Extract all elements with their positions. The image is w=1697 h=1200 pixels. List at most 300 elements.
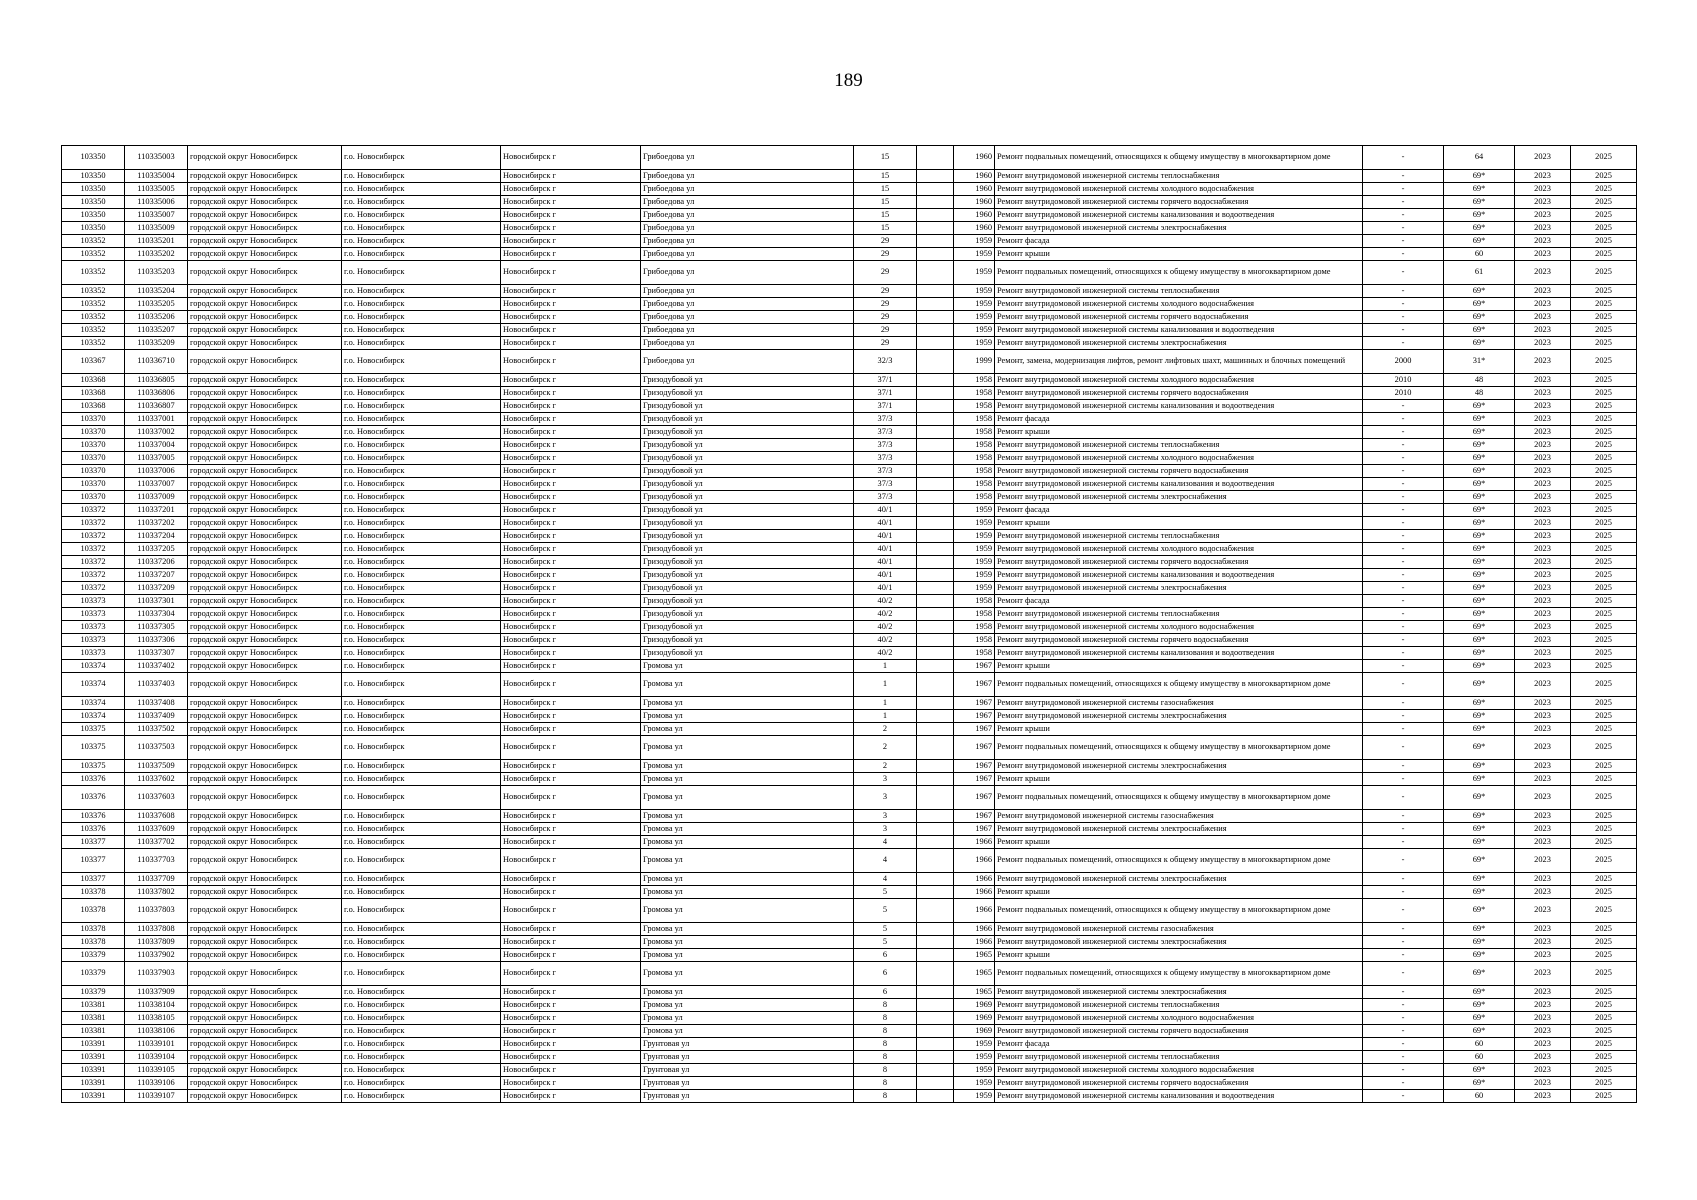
wear-percent-cell: 69* [1444,170,1515,183]
object-id-cell: 103379 [62,986,125,999]
municipality-cell: г.о. Новосибирск [342,517,501,530]
building-cell [917,849,954,873]
building-cell [917,222,954,235]
last-repair-year-cell: - [1363,170,1444,183]
table-row [62,196,1637,209]
district-cell: городской округ Новосибирск [188,999,342,1012]
object-id-cell: 103370 [62,452,125,465]
table-row [62,849,1637,873]
object-id-cell: 103391 [62,1051,125,1064]
last-repair-year-cell: - [1363,439,1444,452]
street-cell: Гризодубовой ул [641,543,854,556]
work-type-cell: Ремонт внутридомовой инженерной системы канализования и водоотведения [995,569,1363,582]
district-cell: городской округ Новосибирск [188,413,342,426]
work-type-cell: Ремонт крыши [995,723,1363,736]
last-repair-year-cell: - [1363,621,1444,634]
start-year-cell: 2023 [1515,569,1571,582]
municipality-cell: г.о. Новосибирск [342,923,501,936]
street-cell: Гризодубовой ул [641,491,854,504]
wear-percent-cell: 69* [1444,504,1515,517]
year-built-cell: 1959 [954,311,995,324]
street-cell: Громова ул [641,786,854,810]
work-type-cell: Ремонт внутридомовой инженерной системы холодного водоснабжения [995,621,1363,634]
year-built-cell: 1959 [954,1077,995,1090]
end-year-cell: 2025 [1571,595,1637,608]
street-cell: Громова ул [641,936,854,949]
work-type-cell: Ремонт внутридомовой инженерной системы теплоснабжения [995,170,1363,183]
object-id-cell: 103350 [62,209,125,222]
start-year-cell: 2023 [1515,999,1571,1012]
building-cell [917,491,954,504]
work-id-cell: 110337202 [125,517,188,530]
year-built-cell: 1959 [954,235,995,248]
work-id-cell: 110337702 [125,836,188,849]
table-row [62,569,1637,582]
street-cell: Громова ул [641,660,854,673]
municipality-cell: г.о. Новосибирск [342,491,501,504]
last-repair-year-cell: - [1363,660,1444,673]
end-year-cell: 2025 [1571,786,1637,810]
end-year-cell: 2025 [1571,608,1637,621]
start-year-cell: 2023 [1515,823,1571,836]
last-repair-year-cell: - [1363,530,1444,543]
wear-percent-cell: 69* [1444,1025,1515,1038]
start-year-cell: 2023 [1515,773,1571,786]
start-year-cell: 2023 [1515,582,1571,595]
wear-percent-cell: 69* [1444,786,1515,810]
table-row [62,823,1637,836]
wear-percent-cell: 69* [1444,849,1515,873]
building-cell [917,504,954,517]
object-id-cell: 103372 [62,530,125,543]
table-row [62,530,1637,543]
object-id-cell: 103377 [62,849,125,873]
work-type-cell: Ремонт внутридомовой инженерной системы горячего водоснабжения [995,465,1363,478]
house-number-cell: 40/1 [854,504,917,517]
work-id-cell: 110335201 [125,235,188,248]
work-type-cell: Ремонт внутридомовой инженерной системы канализования и водоотведения [995,647,1363,660]
table-row [62,760,1637,773]
street-cell: Грибоедова ул [641,261,854,285]
district-cell: городской округ Новосибирск [188,569,342,582]
locality-cell: Новосибирск г [501,634,641,647]
house-number-cell: 29 [854,285,917,298]
building-cell [917,1025,954,1038]
work-type-cell: Ремонт подвальных помещений, относящихся к общему имуществу в многоквартирном доме [995,962,1363,986]
house-number-cell: 15 [854,222,917,235]
building-cell [917,298,954,311]
start-year-cell: 2023 [1515,899,1571,923]
district-cell: городской округ Новосибирск [188,660,342,673]
district-cell: городской округ Новосибирск [188,209,342,222]
table-row [62,634,1637,647]
municipality-cell: г.о. Новосибирск [342,478,501,491]
year-built-cell: 1959 [954,530,995,543]
year-built-cell: 1958 [954,426,995,439]
object-id-cell: 103378 [62,936,125,949]
last-repair-year-cell: 2010 [1363,374,1444,387]
table-row [62,810,1637,823]
street-cell: Громова ул [641,899,854,923]
locality-cell: Новосибирск г [501,886,641,899]
last-repair-year-cell: - [1363,261,1444,285]
last-repair-year-cell: - [1363,1090,1444,1103]
house-number-cell: 29 [854,298,917,311]
district-cell: городской округ Новосибирск [188,873,342,886]
work-id-cell: 110337403 [125,673,188,697]
work-type-cell: Ремонт подвальных помещений, относящихся к общему имуществу в многоквартирном доме [995,899,1363,923]
district-cell: городской округ Новосибирск [188,452,342,465]
work-id-cell: 110335205 [125,298,188,311]
table-row [62,261,1637,285]
work-id-cell: 110338106 [125,1025,188,1038]
table-row [62,478,1637,491]
last-repair-year-cell: - [1363,209,1444,222]
district-cell: городской округ Новосибирск [188,517,342,530]
last-repair-year-cell: - [1363,543,1444,556]
end-year-cell: 2025 [1571,504,1637,517]
table-row [62,350,1637,374]
start-year-cell: 2023 [1515,222,1571,235]
table-row [62,517,1637,530]
start-year-cell: 2023 [1515,209,1571,222]
year-built-cell: 1959 [954,543,995,556]
table-row [62,311,1637,324]
district-cell: городской округ Новосибирск [188,504,342,517]
last-repair-year-cell: - [1363,183,1444,196]
wear-percent-cell: 69* [1444,710,1515,723]
work-id-cell: 110335202 [125,248,188,261]
table-row [62,949,1637,962]
municipality-cell: г.о. Новосибирск [342,773,501,786]
object-id-cell: 103373 [62,634,125,647]
municipality-cell: г.о. Новосибирск [342,1077,501,1090]
locality-cell: Новосибирск г [501,1012,641,1025]
building-cell [917,261,954,285]
municipality-cell: г.о. Новосибирск [342,949,501,962]
work-id-cell: 110337703 [125,849,188,873]
work-id-cell: 110337204 [125,530,188,543]
wear-percent-cell: 69* [1444,949,1515,962]
wear-percent-cell: 69* [1444,899,1515,923]
locality-cell: Новосибирск г [501,1025,641,1038]
start-year-cell: 2023 [1515,1077,1571,1090]
end-year-cell: 2025 [1571,1064,1637,1077]
work-id-cell: 110337808 [125,923,188,936]
object-id-cell: 103368 [62,387,125,400]
start-year-cell: 2023 [1515,146,1571,170]
wear-percent-cell: 64 [1444,146,1515,170]
municipality-cell: г.о. Новосибирск [342,222,501,235]
building-cell [917,1090,954,1103]
object-id-cell: 103375 [62,760,125,773]
table-row [62,426,1637,439]
year-built-cell: 1966 [954,936,995,949]
street-cell: Гризодубовой ул [641,634,854,647]
work-id-cell: 110337305 [125,621,188,634]
building-cell [917,413,954,426]
street-cell: Громова ул [641,1025,854,1038]
last-repair-year-cell: - [1363,1025,1444,1038]
work-type-cell: Ремонт внутридомовой инженерной системы теплоснабжения [995,999,1363,1012]
building-cell [917,350,954,374]
table-row [62,1012,1637,1025]
work-type-cell: Ремонт крыши [995,949,1363,962]
locality-cell: Новосибирск г [501,1064,641,1077]
year-built-cell: 1967 [954,760,995,773]
work-id-cell: 110336805 [125,374,188,387]
locality-cell: Новосибирск г [501,209,641,222]
work-type-cell: Ремонт подвальных помещений, относящихся к общему имуществу в многоквартирном доме [995,786,1363,810]
start-year-cell: 2023 [1515,452,1571,465]
work-type-cell: Ремонт, замена, модернизация лифтов, ремонт лифтовых шахт, машинных и блочных помещений [995,350,1363,374]
municipality-cell: г.о. Новосибирск [342,261,501,285]
year-built-cell: 1960 [954,146,995,170]
house-number-cell: 29 [854,311,917,324]
start-year-cell: 2023 [1515,786,1571,810]
work-type-cell: Ремонт внутридомовой инженерной системы электроснабжения [995,760,1363,773]
building-cell [917,923,954,936]
street-cell: Грибоедова ул [641,337,854,350]
table-row [62,786,1637,810]
street-cell: Грунтовая ул [641,1077,854,1090]
end-year-cell: 2025 [1571,452,1637,465]
work-id-cell: 110337603 [125,786,188,810]
work-type-cell: Ремонт крыши [995,517,1363,530]
house-number-cell: 40/1 [854,569,917,582]
municipality-cell: г.о. Новосибирск [342,374,501,387]
last-repair-year-cell: - [1363,923,1444,936]
municipality-cell: г.о. Новосибирск [342,1090,501,1103]
end-year-cell: 2025 [1571,170,1637,183]
locality-cell: Новосибирск г [501,673,641,697]
object-id-cell: 103377 [62,836,125,849]
work-id-cell: 110335203 [125,261,188,285]
table-row [62,400,1637,413]
table-row [62,1077,1637,1090]
object-id-cell: 103376 [62,823,125,836]
locality-cell: Новосибирск г [501,491,641,504]
district-cell: городской округ Новосибирск [188,146,342,170]
object-id-cell: 103372 [62,504,125,517]
table-row [62,710,1637,723]
locality-cell: Новосибирск г [501,1038,641,1051]
year-built-cell: 1959 [954,556,995,569]
year-built-cell: 1966 [954,899,995,923]
start-year-cell: 2023 [1515,374,1571,387]
house-number-cell: 2 [854,736,917,760]
work-type-cell: Ремонт внутридомовой инженерной системы электроснабжения [995,873,1363,886]
building-cell [917,660,954,673]
locality-cell: Новосибирск г [501,478,641,491]
last-repair-year-cell: - [1363,426,1444,439]
house-number-cell: 8 [854,1012,917,1025]
district-cell: городской округ Новосибирск [188,986,342,999]
last-repair-year-cell: - [1363,899,1444,923]
capital-repair-table [61,145,1637,1103]
district-cell: городской округ Новосибирск [188,849,342,873]
house-number-cell: 37/3 [854,426,917,439]
work-type-cell: Ремонт внутридомовой инженерной системы теплоснабжения [995,1051,1363,1064]
end-year-cell: 2025 [1571,1025,1637,1038]
locality-cell: Новосибирск г [501,923,641,936]
municipality-cell: г.о. Новосибирск [342,209,501,222]
end-year-cell: 2025 [1571,222,1637,235]
last-repair-year-cell: - [1363,556,1444,569]
wear-percent-cell: 69* [1444,621,1515,634]
start-year-cell: 2023 [1515,478,1571,491]
table-row [62,439,1637,452]
building-cell [917,517,954,530]
start-year-cell: 2023 [1515,298,1571,311]
district-cell: городской округ Новосибирск [188,621,342,634]
locality-cell: Новосибирск г [501,621,641,634]
start-year-cell: 2023 [1515,849,1571,873]
start-year-cell: 2023 [1515,1025,1571,1038]
table-row [62,986,1637,999]
building-cell [917,936,954,949]
street-cell: Громова ул [641,723,854,736]
building-cell [917,1064,954,1077]
table-row [62,298,1637,311]
last-repair-year-cell: - [1363,936,1444,949]
house-number-cell: 4 [854,849,917,873]
municipality-cell: г.о. Новосибирск [342,350,501,374]
work-type-cell: Ремонт внутридомовой инженерной системы теплоснабжения [995,285,1363,298]
district-cell: городской округ Новосибирск [188,673,342,697]
house-number-cell: 40/1 [854,556,917,569]
table-row [62,248,1637,261]
start-year-cell: 2023 [1515,595,1571,608]
locality-cell: Новосибирск г [501,261,641,285]
year-built-cell: 1969 [954,999,995,1012]
work-id-cell: 110337005 [125,452,188,465]
house-number-cell: 5 [854,923,917,936]
table-row [62,923,1637,936]
street-cell: Громова ул [641,849,854,873]
start-year-cell: 2023 [1515,170,1571,183]
last-repair-year-cell: - [1363,504,1444,517]
work-id-cell: 110338104 [125,999,188,1012]
last-repair-year-cell: - [1363,582,1444,595]
end-year-cell: 2025 [1571,634,1637,647]
table-row [62,595,1637,608]
work-id-cell: 110337802 [125,886,188,899]
object-id-cell: 103372 [62,569,125,582]
municipality-cell: г.о. Новосибирск [342,936,501,949]
end-year-cell: 2025 [1571,543,1637,556]
end-year-cell: 2025 [1571,530,1637,543]
object-id-cell: 103373 [62,621,125,634]
locality-cell: Новосибирск г [501,1090,641,1103]
last-repair-year-cell: - [1363,697,1444,710]
district-cell: городской округ Новосибирск [188,556,342,569]
work-type-cell: Ремонт внутридомовой инженерной системы теплоснабжения [995,530,1363,543]
table-row [62,183,1637,196]
end-year-cell: 2025 [1571,849,1637,873]
house-number-cell: 29 [854,235,917,248]
work-id-cell: 110335005 [125,183,188,196]
start-year-cell: 2023 [1515,439,1571,452]
object-id-cell: 103372 [62,582,125,595]
end-year-cell: 2025 [1571,298,1637,311]
year-built-cell: 1967 [954,736,995,760]
work-type-cell: Ремонт внутридомовой инженерной системы горячего водоснабжения [995,556,1363,569]
municipality-cell: г.о. Новосибирск [342,760,501,773]
work-type-cell: Ремонт внутридомовой инженерной системы газоснабжения [995,923,1363,936]
last-repair-year-cell: - [1363,886,1444,899]
house-number-cell: 37/3 [854,465,917,478]
work-id-cell: 110335209 [125,337,188,350]
municipality-cell: г.о. Новосибирск [342,1051,501,1064]
object-id-cell: 103372 [62,517,125,530]
district-cell: городской округ Новосибирск [188,298,342,311]
year-built-cell: 1999 [954,350,995,374]
municipality-cell: г.о. Новосибирск [342,962,501,986]
object-id-cell: 103368 [62,400,125,413]
end-year-cell: 2025 [1571,647,1637,660]
last-repair-year-cell: - [1363,1038,1444,1051]
work-type-cell: Ремонт внутридомовой инженерной системы теплоснабжения [995,608,1363,621]
table-row [62,1038,1637,1051]
table-row [62,962,1637,986]
building-cell [917,723,954,736]
street-cell: Громова ул [641,736,854,760]
district-cell: городской округ Новосибирск [188,608,342,621]
wear-percent-cell: 69* [1444,285,1515,298]
work-type-cell: Ремонт фасада [995,413,1363,426]
municipality-cell: г.о. Новосибирск [342,1064,501,1077]
year-built-cell: 1958 [954,491,995,504]
start-year-cell: 2023 [1515,350,1571,374]
table-row [62,209,1637,222]
object-id-cell: 103372 [62,556,125,569]
year-built-cell: 1967 [954,773,995,786]
start-year-cell: 2023 [1515,530,1571,543]
locality-cell: Новосибирск г [501,949,641,962]
wear-percent-cell: 69* [1444,999,1515,1012]
house-number-cell: 15 [854,170,917,183]
wear-percent-cell: 69* [1444,1012,1515,1025]
street-cell: Гризодубовой ул [641,530,854,543]
work-type-cell: Ремонт внутридомовой инженерной системы канализования и водоотведения [995,209,1363,222]
last-repair-year-cell: - [1363,248,1444,261]
work-type-cell: Ремонт подвальных помещений, относящихся к общему имуществу в многоквартирном доме [995,849,1363,873]
locality-cell: Новосибирск г [501,723,641,736]
work-id-cell: 110338105 [125,1012,188,1025]
table-row [62,1064,1637,1077]
last-repair-year-cell: - [1363,1051,1444,1064]
house-number-cell: 37/1 [854,387,917,400]
year-built-cell: 1966 [954,849,995,873]
object-id-cell: 103373 [62,608,125,621]
street-cell: Гризодубовой ул [641,608,854,621]
work-id-cell: 110337009 [125,491,188,504]
building-cell [917,710,954,723]
street-cell: Громова ул [641,710,854,723]
year-built-cell: 1960 [954,222,995,235]
end-year-cell: 2025 [1571,810,1637,823]
municipality-cell: г.о. Новосибирск [342,311,501,324]
house-number-cell: 5 [854,899,917,923]
start-year-cell: 2023 [1515,491,1571,504]
house-number-cell: 37/1 [854,374,917,387]
start-year-cell: 2023 [1515,311,1571,324]
work-id-cell: 110337006 [125,465,188,478]
wear-percent-cell: 69* [1444,873,1515,886]
street-cell: Гризодубовой ул [641,504,854,517]
municipality-cell: г.о. Новосибирск [342,673,501,697]
